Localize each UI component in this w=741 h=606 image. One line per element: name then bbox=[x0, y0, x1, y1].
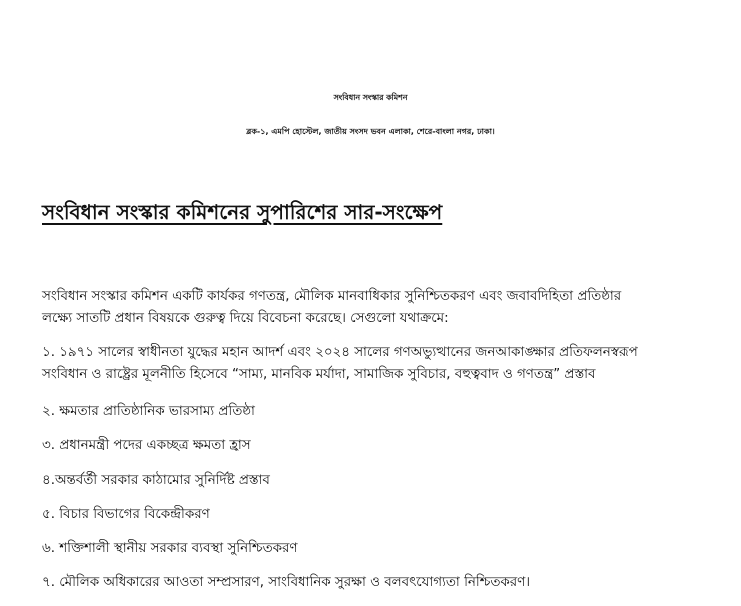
list-item-line: সংবিধান ও রাষ্ট্রের মূলনীতি হিসেবে “সাম্য, মানবিক মর্যাদা, সামাজিক সুবিচার, বহুত্ববাদ ও গণতন্ত্র” প্রস্তাব bbox=[42, 367, 596, 382]
list-item: ৪.অন্তর্বর্তী সরকার কাঠামোর সুনির্দিষ্ট প্রস্তাব bbox=[42, 473, 270, 488]
list-item: ৩. প্রধানমন্ত্রী পদের একচ্ছত্র ক্ষমতা হ্রাস bbox=[42, 438, 251, 453]
intro-line: লক্ষ্যে সাতটি প্রধান বিষয়কে গুরুত্ব দিয়ে বিবেচনা করেছে। সেগুলো যথাক্রমে: bbox=[42, 311, 449, 326]
list-item: ৭. মৌলিক অধিকারের আওতা সম্প্রসারণ, সাংবিধানিক সুরক্ষা ও বলবৎযোগ্যতা নিশ্চিতকরণ। bbox=[42, 575, 531, 590]
commission-title: সংবিধান সংস্কার কমিশন bbox=[333, 93, 408, 102]
list-item bbox=[42, 342, 702, 386]
intro-paragraph bbox=[42, 286, 702, 330]
list-item: ৬. শক্তিশালী স্থানীয় সরকার ব্যবস্থা সুনিশ্চিতকরণ bbox=[42, 541, 298, 556]
intro-line: সংবিধান সংস্কার কমিশন একটি কার্যকর গণতন্ত্র, মৌলিক মানবাধিকার সুনিশ্চিতকরণ এবং জবাবদিহিতা প্রতিষ্ঠার bbox=[42, 289, 622, 304]
commission-address: ব্লক-১, এমপি হোস্টেল, জাতীয় সংসদ ভবন এলাকা, শেরে-বাংলা নগর, ঢাকা। bbox=[246, 127, 495, 136]
list-item: ২. ক্ষমতার প্রাতিষ্ঠানিক ভারসাম্য প্রতিষ্ঠা bbox=[42, 404, 255, 419]
summary-heading: সংবিধান সংস্কার কমিশনের সুপারিশের সার-সংক্ষেপ bbox=[42, 200, 443, 224]
list-item-line: ১. ১৯৭১ সালের স্বাধীনতা যুদ্ধের মহান আদর্শ এবং ২০২৪ সালের গণঅভ্যুত্থানের জনআকাঙ্ক্ষার প্রতিফলনস্বরূপ bbox=[42, 345, 638, 360]
list-item: ৫. বিচার বিভাগের বিকেন্দ্রীকরণ bbox=[42, 507, 210, 522]
